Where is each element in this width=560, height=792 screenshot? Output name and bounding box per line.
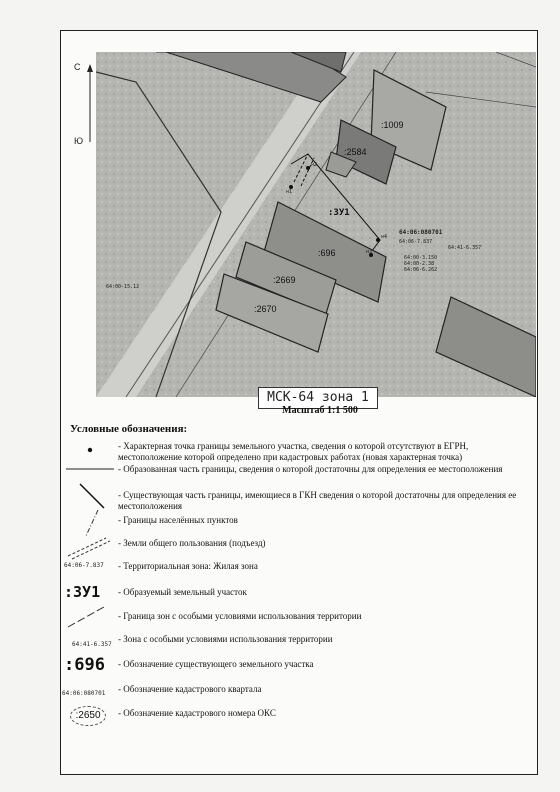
new-parcel-symbol: :ЗУ1	[64, 583, 101, 601]
legend-item-public-land: - Земли общего пользования (подъезд)	[118, 538, 266, 548]
legend-item-special-zone-boundary: - Граница зон с особыми условиями использования территории	[118, 611, 362, 621]
point-label-n1: н1	[286, 189, 293, 195]
quarter-label: 64:06:080701	[399, 229, 443, 236]
new-point-symbol-icon	[85, 445, 95, 455]
legend-item-residential-zone: - Территориальная зона: Жилая зона	[118, 561, 258, 571]
zone-label-b: 64:00-2.38	[404, 261, 435, 267]
zone-label-left: 64:00-15.12	[106, 284, 140, 290]
map-drawing	[96, 52, 536, 397]
legend-item-existing-boundary: - Существующая часть границы, имеющиеся в ГКН сведения о которой достаточны для определения ее местоположения	[118, 490, 517, 511]
residential-zone-symbol: 64:06-7.837	[64, 562, 104, 569]
point-label-n2: н2	[311, 162, 318, 168]
zone-label-a: 64:00-3.150	[404, 255, 438, 261]
parcel-label-1009: :1009	[381, 120, 404, 130]
compass-north-label: С	[74, 62, 81, 72]
new-parcel-label: :ЗУ1	[328, 208, 350, 218]
legend-item-new-point: - Характерная точка границы земельного участка, сведения о которой отсутствуют в ЕГРН, местоположение которой определено при кадастровых работах (новая характерная точка)	[118, 441, 469, 462]
quarter-symbol: 64:06:080701	[62, 690, 106, 697]
zone-label-c: 64:06-6.262	[404, 267, 438, 273]
point-label-n3: н3	[366, 249, 373, 255]
parcel-label-2584: :2584	[344, 147, 367, 157]
public-land-symbol-icon	[66, 532, 110, 560]
zone-label-special: 64:41-6.357	[448, 245, 482, 251]
formed-boundary-symbol-icon	[66, 466, 114, 472]
special-zone-boundary-symbol-icon	[66, 605, 106, 629]
legend-title: Условные обозначения:	[70, 423, 188, 435]
legend-item-special-zone: - Зона с особыми условиями использования территории	[118, 634, 333, 644]
legend-item-formed-boundary: - Образованная часть границы, сведения о которой достаточны для определения ее местоположения	[118, 464, 503, 474]
zone-label-residential: 64:06-7.837	[399, 239, 433, 245]
special-zone-symbol: 64:41-6.357	[72, 641, 112, 648]
parcel-label-2669: :2669	[273, 275, 296, 285]
point-label-n4: н4	[381, 234, 388, 240]
legend-item-oks: - Обозначение кадастрового номера ОКС	[118, 708, 276, 718]
legend-item-new-parcel: - Образуемый земельный участок	[118, 587, 247, 597]
scale-label: Масштаб 1:1 500	[282, 405, 358, 416]
projection-label: МСК-64 зона 1	[258, 387, 378, 409]
oks-symbol: :2650	[70, 706, 106, 726]
parcel-symbol: :696	[64, 655, 105, 675]
legend-item-quarter: - Обозначение кадастрового квартала	[118, 684, 262, 694]
legend-item-parcel: - Обозначение существующего земельного участка	[118, 659, 314, 669]
parcel-label-2670: :2670	[254, 304, 277, 314]
compass-south-label: Ю	[74, 136, 84, 146]
legend-item-settlement-boundary: - Границы населённых пунктов	[118, 515, 238, 525]
cadastral-map	[96, 52, 536, 397]
parcel-label-696: :696	[318, 248, 336, 258]
